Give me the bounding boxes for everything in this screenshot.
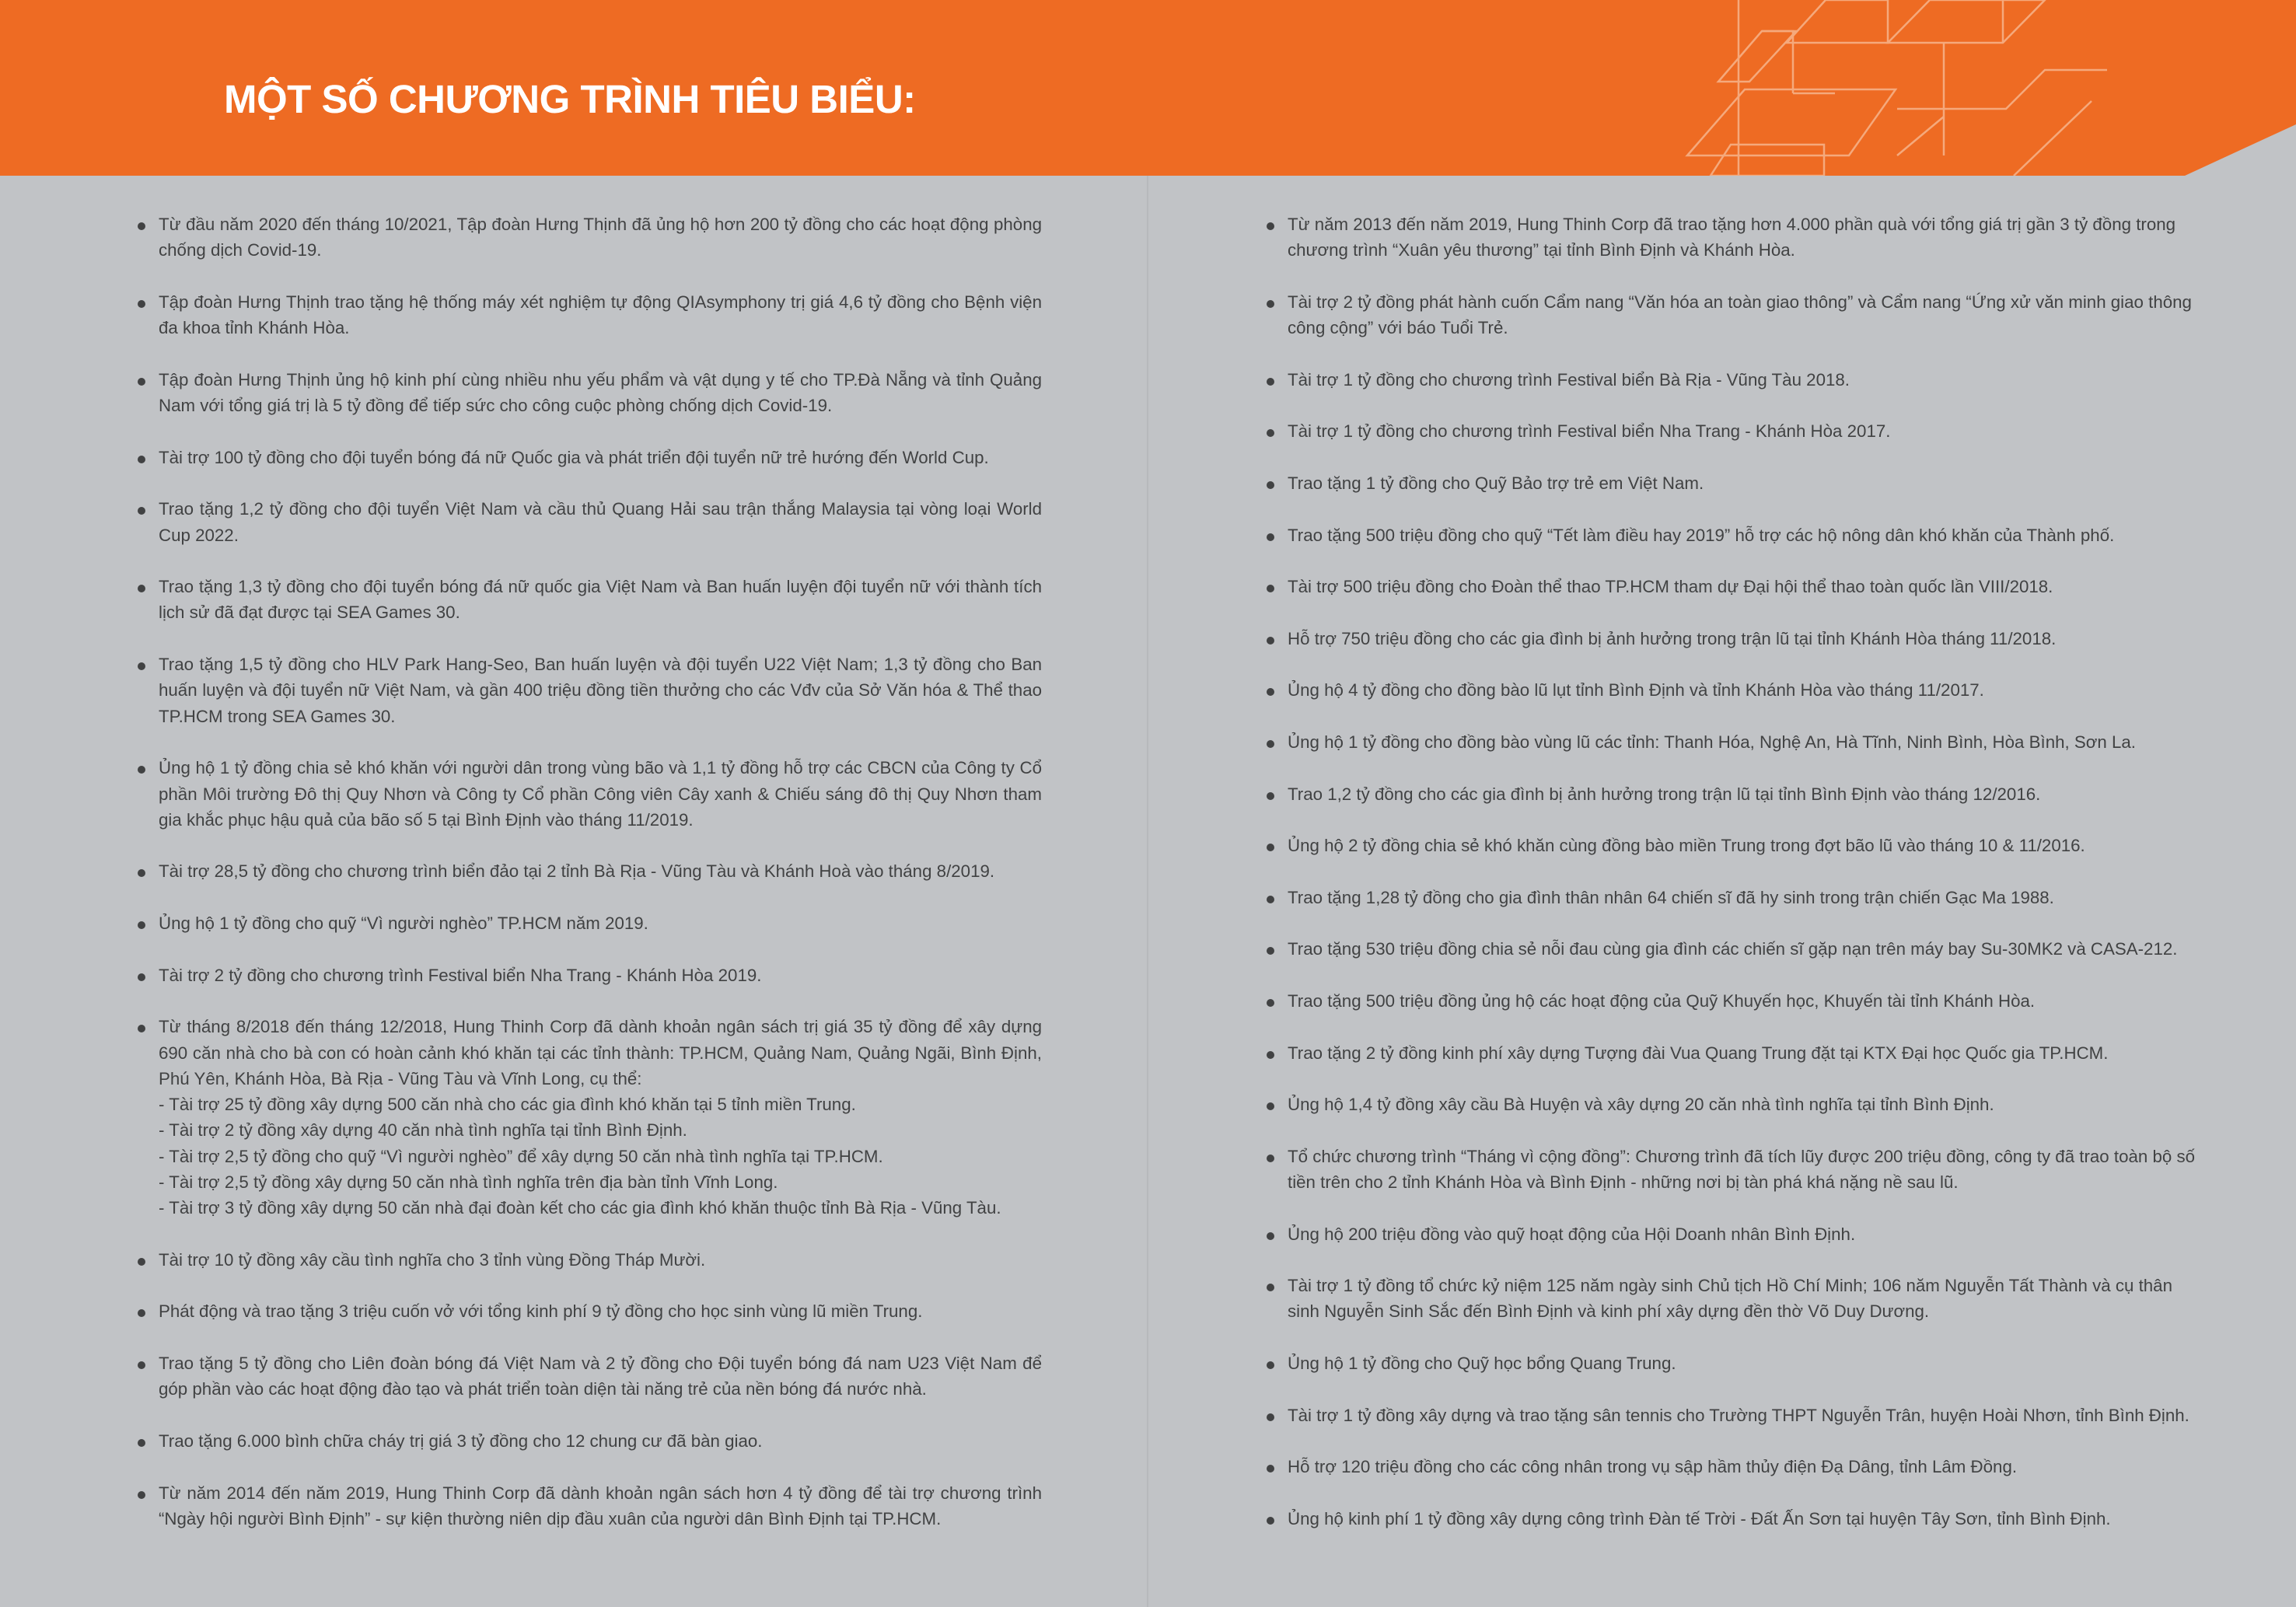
program-item	[1264, 1350, 2205, 1376]
program-item-text: Ủng hộ kinh phí 1 tỷ đồng xây dựng công trình Đàn tế Trời - Đất Ấn Sơn tại huyện Tây Sơn, tỉnh Bình Định.	[1288, 1508, 2111, 1528]
bullet-icon	[138, 1025, 145, 1032]
program-item	[1264, 211, 2205, 264]
bullet-icon	[1267, 533, 1274, 541]
program-item	[135, 1350, 1042, 1403]
bullet-icon	[1267, 300, 1274, 308]
program-item-text: Trao tặng 1 tỷ đồng cho Quỹ Bảo trợ trẻ em Việt Nam.	[1288, 473, 1704, 493]
program-item-text: Trao tặng 530 triệu đồng chia sẻ nỗi đau cùng gia đình các chiến sĩ gặp nạn trên máy bay Su-30MK2 và CASA-212.	[1288, 939, 2178, 959]
program-item-text: Ủng hộ 1 tỷ đồng cho đồng bào vùng lũ các tỉnh: Thanh Hóa, Nghệ An, Hà Tĩnh, Ninh Bình, Hòa Bình, Sơn La.	[1288, 732, 2136, 752]
program-item	[135, 367, 1042, 419]
bullet-icon	[1267, 688, 1274, 696]
bullet-icon	[138, 1491, 145, 1499]
program-item-text: Tài trợ 1 tỷ đồng cho chương trình Festival biển Nha Trang - Khánh Hòa 2017.	[1288, 421, 1891, 442]
program-item	[135, 1480, 1042, 1532]
program-item-text: Tài trợ 100 tỷ đồng cho đội tuyển bóng đá nữ Quốc gia và phát triển đội tuyển nữ trẻ hướng đến World Cup.	[159, 447, 989, 467]
bullet-icon	[1267, 896, 1274, 903]
bullet-icon	[1267, 637, 1274, 645]
bullet-icon	[138, 1361, 145, 1369]
bullet-icon	[1267, 1051, 1274, 1059]
program-item-text: Tài trợ 28,5 tỷ đồng cho chương trình biển đảo tại 2 tỉnh Bà Rịa - Vũng Tàu và Khánh Hoà vào tháng 8/2019.	[159, 861, 995, 882]
program-subitem-text: - Tài trợ 2,5 tỷ đồng cho quỹ “Vì người nghèo” để xây dựng 50 căn nhà tình nghĩa tại TP.HCM.	[159, 1146, 883, 1166]
program-item	[135, 574, 1042, 626]
program-item-text: Trao tặng 1,28 tỷ đồng cho gia đình thân nhân 64 chiến sĩ đã hy sinh trong trận chiến Gạc Ma 1988.	[1288, 887, 2054, 907]
program-item	[1264, 729, 2205, 755]
program-item-text: Phát động và trao tặng 3 triệu cuốn vở với tổng kinh phí 9 tỷ đồng cho học sinh vùng lũ miền Trung.	[159, 1301, 923, 1322]
bullet-icon	[138, 1309, 145, 1317]
program-item-text: Tập đoàn Hưng Thịnh trao tặng hệ thống máy xét nghiệm tự động QIAsymphony trị giá 4,6 tỷ đồng cho Bệnh viện đa khoa tỉnh Khánh Hòa.	[159, 292, 1042, 338]
program-item-text: Trao tặng 6.000 bình chữa cháy trị giá 3 tỷ đồng cho 12 chung cư đã bàn giao.	[159, 1431, 763, 1451]
program-item-text: Trao tặng 1,2 tỷ đồng cho đội tuyển Việt Nam và cầu thủ Quang Hải sau trận thắng Malaysia tại vòng loại World Cup 2022.	[159, 499, 1042, 545]
program-item	[1264, 418, 2205, 444]
bullet-icon	[138, 973, 145, 981]
program-item	[1264, 367, 2205, 393]
program-item	[1264, 1221, 2205, 1247]
bullet-icon	[138, 507, 145, 515]
program-item-text: Ủng hộ 1,4 tỷ đồng xây cầu Bà Huyện và xây dựng 20 căn nhà tình nghĩa tại tỉnh Bình Định.	[1288, 1095, 1994, 1115]
program-item-text: Hỗ trợ 750 triệu đồng cho các gia đình bị ảnh hưởng trong trận lũ tại tỉnh Khánh Hòa tháng 11/2018.	[1288, 628, 2057, 648]
bullet-icon	[1267, 740, 1274, 748]
program-item	[1264, 1040, 2205, 1066]
bullet-icon	[1267, 429, 1274, 437]
program-item-text: Tài trợ 1 tỷ đồng cho chương trình Festival biển Bà Rịa - Vũng Tàu 2018.	[1288, 369, 1850, 390]
program-item-text: Từ tháng 8/2018 đến tháng 12/2018, Hung Thinh Corp đã dành khoản ngân sách trị giá 35 tỷ đồng để xây dựng 690 căn nhà cho bà con có hoàn cảnh khó khăn tại các tỉnh thành: TP.HCM, Quảng Nam, Quảng Ngãi, Bình Định, Phú Yên, Khánh Hòa, Bà Rịa - Vũng Tàu và Vĩnh Long, cụ thể:	[159, 1017, 1042, 1088]
program-item	[135, 962, 1042, 988]
right-column	[1264, 211, 2205, 1557]
program-item-text: Trao 1,2 tỷ đồng cho các gia đình bị ảnh hưởng trong trận lũ tại tỉnh Bình Định vào tháng 12/2016.	[1288, 784, 2041, 804]
program-item-text: Trao tặng 1,5 tỷ đồng cho HLV Park Hang-Seo, Ban huấn luyện và đội tuyển U22 Việt Nam; 1,3 tỷ đồng cho Ban huấn luyện và đội tuyển nữ Việt Nam, và gần 400 triệu đồng tiền thưởng cho các Vđv của Sở Văn hóa & Thể thao TP.HCM trong SEA Games 30.	[159, 655, 1042, 726]
program-item	[1264, 1092, 2205, 1117]
program-item-text: Trao tặng 5 tỷ đồng cho Liên đoàn bóng đá Việt Nam và 2 tỷ đồng cho Đội tuyển bóng đá nam U23 Việt Nam để góp phần vào các hoạt động đào tạo và phát triển toàn diện tài năng trẻ của nền bóng đá nước nhà.	[159, 1354, 1042, 1399]
program-item-text: Tài trợ 500 triệu đồng cho Đoàn thể thao TP.HCM tham dự Đại hội thể thao toàn quốc lần VIII/2018.	[1288, 577, 2053, 597]
bullet-icon	[1267, 378, 1274, 386]
program-subitem-text: - Tài trợ 2,5 tỷ đồng xây dựng 50 căn nhà tình nghĩa trên địa bàn tỉnh Vĩnh Long.	[159, 1172, 778, 1192]
program-item-text: Ủng hộ 2 tỷ đồng chia sẻ khó khăn cùng đồng bào miền Trung trong đợt bão lũ vào tháng 10 & 11/2016.	[1288, 836, 2085, 856]
bullet-icon	[1267, 585, 1274, 592]
program-item-text: Ủng hộ 200 triệu đồng vào quỹ hoạt động của Hội Doanh nhân Bình Định.	[1288, 1224, 1856, 1244]
program-item	[1264, 677, 2205, 703]
program-item	[135, 858, 1042, 884]
program-item	[135, 1014, 1042, 1221]
bullet-icon	[1267, 1517, 1274, 1525]
program-item-text: Tài trợ 1 tỷ đồng xây dựng và trao tặng sân tennis cho Trường THPT Nguyễn Trân, huyện Hoài Nhơn, tỉnh Bình Định.	[1288, 1405, 2189, 1425]
bullet-icon	[1267, 222, 1274, 230]
left-program-list	[135, 211, 1042, 1532]
program-item-text: Tập đoàn Hưng Thịnh ủng hộ kinh phí cùng nhiều nhu yếu phẩm và vật dụng y tế cho TP.Đà Nẵng và tỉnh Quảng Nam với tổng giá trị là 5 tỷ đồng để tiếp sức cho công cuộc phòng chống dịch Covid-19.	[159, 369, 1042, 416]
left-column	[135, 211, 1042, 1557]
program-item	[1264, 781, 2205, 807]
bullet-icon	[138, 869, 145, 877]
program-item-text: Ủng hộ 1 tỷ đồng cho quỹ “Vì người nghèo” TP.HCM năm 2019.	[159, 914, 648, 934]
program-item-text: Trao tặng 500 triệu đồng cho quỹ “Tết làm điều hay 2019” hỗ trợ các hộ nông dân khó khăn của Thành phố.	[1288, 525, 2115, 545]
program-item	[1264, 1454, 2205, 1479]
bullet-icon	[1267, 1232, 1274, 1240]
program-item	[1264, 1403, 2205, 1428]
program-item	[135, 652, 1042, 729]
bullet-icon	[138, 585, 145, 592]
bullet-icon	[138, 456, 145, 463]
program-item	[135, 289, 1042, 341]
page-title: MỘT SỐ CHƯƠNG TRÌNH TIÊU BIỂU:	[224, 77, 916, 121]
bullet-icon	[1267, 1361, 1274, 1369]
program-item	[135, 211, 1042, 264]
bullet-icon	[1267, 1155, 1274, 1162]
program-item	[1264, 833, 2205, 858]
bullet-icon	[1267, 1413, 1274, 1421]
bullet-icon	[138, 921, 145, 929]
program-subitem-text: - Tài trợ 2 tỷ đồng xây dựng 40 căn nhà tình nghĩa tại tỉnh Bình Định.	[159, 1120, 687, 1141]
program-subitem-text: - Tài trợ 25 tỷ đồng xây dựng 500 căn nhà cho các gia đình khó khăn tại 5 tỉnh miền Trung.	[159, 1095, 856, 1115]
bullet-icon	[1267, 1102, 1274, 1110]
program-item	[1264, 1506, 2205, 1532]
program-item-text: Trao tặng 1,3 tỷ đồng cho đội tuyển bóng đá nữ quốc gia Việt Nam và Ban huấn luyện đội tuyển nữ với thành tích lịch sử đã đạt được tại SEA Games 30.	[159, 577, 1042, 623]
bullet-icon	[138, 662, 145, 670]
bullet-icon	[1267, 1465, 1274, 1473]
program-item	[1264, 626, 2205, 652]
program-subitem-text: - Tài trợ 3 tỷ đồng xây dựng 50 căn nhà đại đoàn kết cho các gia đình khó khăn thuộc tỉnh Bà Rịa - Vũng Tàu.	[159, 1198, 1001, 1218]
program-item-text: Từ năm 2014 đến năm 2019, Hung Thinh Corp đã dành khoản ngân sách hơn 4 tỷ đồng để tài trợ chương trình “Ngày hội người Bình Định” - sự kiện thường niên dịp đầu xuân của người dân Bình Định tại TP.HCM.	[159, 1483, 1042, 1528]
program-item-text: Từ năm 2013 đến năm 2019, Hung Thinh Corp đã trao tặng hơn 4.000 phần quà với tổng giá trị gần 3 tỷ đồng trong chương trình “Xuân yêu thương” tại tỉnh Bình Định và Khánh Hòa.	[1288, 215, 2176, 260]
program-item	[135, 445, 1042, 470]
bullet-icon	[1267, 792, 1274, 800]
bullet-icon	[138, 222, 145, 230]
program-item-text: Trao tặng 2 tỷ đồng kinh phí xây dựng Tượng đài Vua Quang Trung đặt tại KTX Đại học Quốc gia TP.HCM.	[1288, 1043, 2109, 1063]
program-item-text: Ủng hộ 1 tỷ đồng chia sẻ khó khăn với người dân trong vùng bão và 1,1 tỷ đồng hỗ trợ các CBCN của Công ty Cổ phần Môi trường Đô thị Quy Nhơn và Công ty Cổ phần Công viên Cây xanh & Chiếu sáng đô thị Quy Nhơn tham gia khắc phục hậu quả của bão số 5 tại Bình Định vào tháng 11/2019.	[159, 758, 1042, 830]
program-item-text: Tài trợ 10 tỷ đồng xây cầu tình nghĩa cho 3 tỉnh vùng Đồng Tháp Mười.	[159, 1249, 706, 1270]
program-item	[135, 496, 1042, 548]
program-item	[1264, 574, 2205, 599]
geometric-decoration	[1602, 0, 2296, 176]
bullet-icon	[1267, 1284, 1274, 1291]
bullet-icon	[138, 378, 145, 386]
program-item-text: Ủng hộ 4 tỷ đồng cho đồng bào lũ lụt tỉnh Bình Định và tỉnh Khánh Hòa vào tháng 11/2017.	[1288, 680, 1984, 700]
program-item-text: Ủng hộ 1 tỷ đồng cho Quỹ học bổng Quang Trung.	[1288, 1354, 1676, 1374]
program-item	[135, 1298, 1042, 1324]
program-item-text: Tài trợ 2 tỷ đồng phát hành cuốn Cẩm nang “Văn hóa an toàn giao thông” và Cẩm nang “Ứng xử văn minh giao thông công cộng” với báo Tuổi Trẻ.	[1288, 292, 2192, 338]
program-item-text: Từ đầu năm 2020 đến tháng 10/2021, Tập đoàn Hưng Thịnh đã ủng hộ hơn 200 tỷ đồng cho các hoạt động phòng chống dịch Covid-19.	[159, 215, 1042, 260]
bullet-icon	[138, 1258, 145, 1266]
column-divider	[1147, 176, 1148, 1607]
program-item	[135, 910, 1042, 936]
program-item	[1264, 470, 2205, 496]
program-item	[1264, 1144, 2205, 1196]
program-item	[135, 755, 1042, 833]
right-program-list	[1264, 211, 2205, 1532]
program-item-text: Tài trợ 1 tỷ đồng tổ chức kỷ niệm 125 năm ngày sinh Chủ tịch Hồ Chí Minh; 106 năm Nguyễn Tất Thành và cụ thân sinh Nguyễn Sinh Sắc đến Bình Định và kinh phí xây dựng đền thờ Võ Duy Dương.	[1288, 1276, 2172, 1322]
program-item	[1264, 1273, 2205, 1325]
program-item-text: Tài trợ 2 tỷ đồng cho chương trình Festival biển Nha Trang - Khánh Hòa 2019.	[159, 965, 762, 985]
program-item	[1264, 936, 2205, 962]
program-item	[1264, 885, 2205, 910]
bullet-icon	[138, 766, 145, 774]
bullet-icon	[1267, 999, 1274, 1007]
program-item	[1264, 522, 2205, 548]
program-item	[135, 1428, 1042, 1454]
program-item-text: Trao tặng 500 triệu đồng ủng hộ các hoạt động của Quỹ Khuyến học, Khuyến tài tỉnh Khánh Hòa.	[1288, 990, 2036, 1011]
bullet-icon	[1267, 844, 1274, 851]
bullet-icon	[1267, 947, 1274, 955]
bullet-icon	[138, 1439, 145, 1447]
bullet-icon	[138, 300, 145, 308]
program-item-text: Hỗ trợ 120 triệu đồng cho các công nhân trong vụ sập hầm thủy điện Đạ Dâng, tỉnh Lâm Đồng.	[1288, 1457, 2018, 1477]
program-item	[135, 1247, 1042, 1273]
bullet-icon	[1267, 481, 1274, 489]
program-item	[1264, 289, 2205, 341]
program-item	[1264, 988, 2205, 1014]
program-item-text: Tổ chức chương trình “Tháng vì cộng đồng”: Chương trình đã tích lũy được 200 triệu đồng, công ty đã trao toàn bộ số tiền trên cho 2 tỉnh Khánh Hòa và Bình Định - những nơi bị tàn phá khá nặng nề sau lũ.	[1288, 1146, 2196, 1192]
